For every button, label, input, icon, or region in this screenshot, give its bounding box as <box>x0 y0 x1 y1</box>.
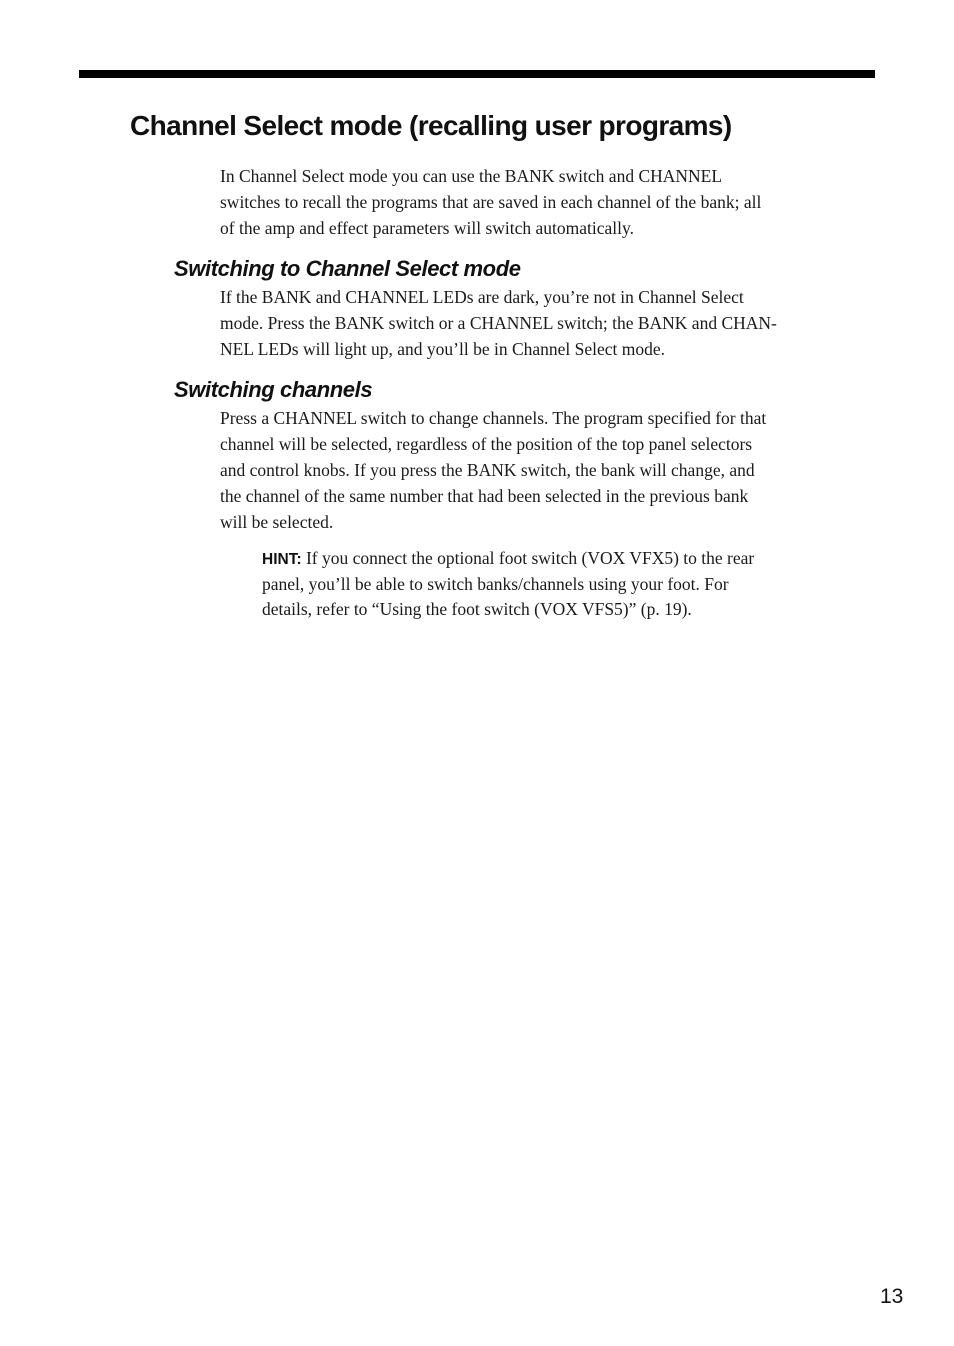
section-paragraph-switching-to-channel-select-mode <box>220 284 870 362</box>
intro-line: switches to recall the programs that are saved in each channel of the bank; all <box>220 192 762 212</box>
section-paragraph-switching-channels <box>220 405 870 535</box>
paragraph-line: mode. Press the BANK switch or a CHANNEL switch; the BANK and CHAN- <box>220 313 777 333</box>
section-heading-switching-to-channel-select-mode: Switching to Channel Select mode <box>174 256 521 281</box>
paragraph-line: channel will be selected, regardless of the position of the top panel selectors <box>220 434 753 454</box>
hint-first-line <box>262 546 872 572</box>
paragraph-line: the channel of the same number that had been selected in the previous bank <box>220 486 749 506</box>
page-title: Channel Select mode (recalling user programs) <box>130 110 732 141</box>
section-heading-switching-channels: Switching channels <box>174 377 373 402</box>
paragraph-line: and control knobs. If you press the BANK switch, the bank will change, and <box>220 460 755 480</box>
intro-line: In Channel Select mode you can use the BANK switch and CHANNEL <box>220 166 723 186</box>
hint-line: panel, you’ll be able to switch banks/channels using your foot. For <box>262 574 729 594</box>
hint-text: If you connect the optional foot switch (VOX VFX5) to the rear <box>301 548 755 568</box>
intro-line: of the amp and effect parameters will switch automatically. <box>220 218 635 238</box>
page-number: 13 <box>880 1285 904 1308</box>
top-rule <box>79 70 875 78</box>
paragraph-line: NEL LEDs will light up, and you’ll be in Channel Select mode. <box>220 339 666 359</box>
paragraph-line: will be selected. <box>220 512 334 532</box>
hint-note <box>262 546 872 622</box>
intro-paragraph <box>220 163 870 241</box>
paragraph-line: If the BANK and CHANNEL LEDs are dark, you’re not in Channel Select <box>220 287 744 307</box>
paragraph-line: Press a CHANNEL switch to change channels. The program specified for that <box>220 408 767 428</box>
hint-label: HINT: <box>262 551 302 568</box>
hint-line: details, refer to “Using the foot switch (VOX VFS5)” (p. 19). <box>262 599 692 619</box>
